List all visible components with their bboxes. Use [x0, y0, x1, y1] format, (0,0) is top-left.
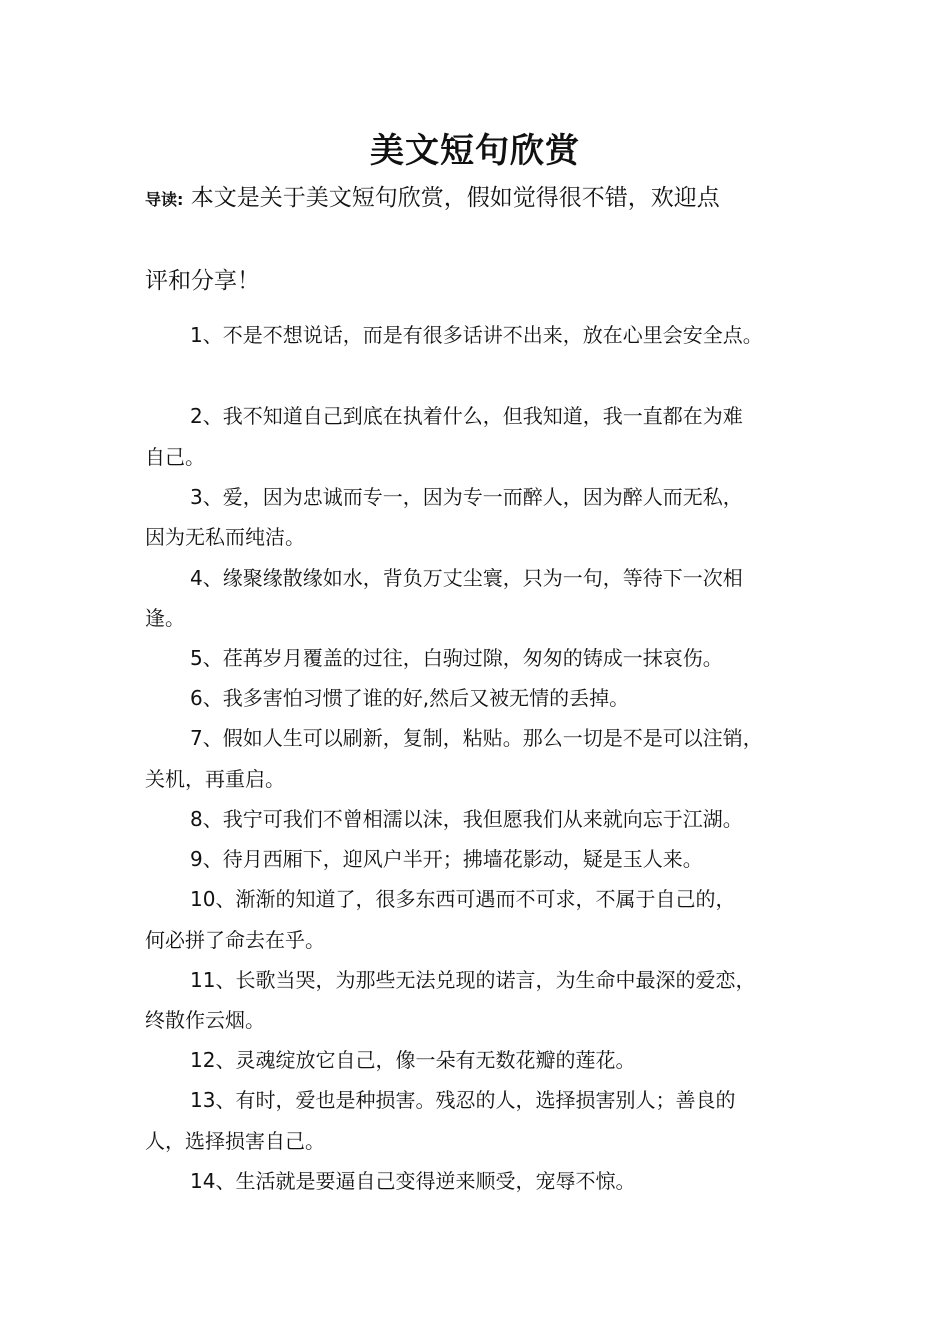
paragraph-line: 终散作云烟。 — [145, 1008, 265, 1032]
paragraph-line: 9、待月西厢下，迎风户半开；拂墙花影动，疑是玉人来。 — [190, 847, 703, 871]
paragraph-line: 关机，再重启。 — [145, 767, 285, 791]
paragraph-line: 10、渐渐的知道了，很多东西可遇而不可求，不属于自己的， — [190, 887, 736, 911]
intro-line-1 — [145, 181, 720, 217]
paragraph-line: 人，选择损害自己。 — [145, 1129, 325, 1153]
paragraph-line: 5、荏苒岁月覆盖的过往，白驹过隙，匆匆的铸成一抹哀伤。 — [190, 646, 723, 670]
paragraph-line: 11、长歌当哭，为那些无法兑现的诺言，为生命中最深的爱恋， — [190, 968, 756, 992]
paragraph-line: 1、不是不想说话，而是有很多话讲不出来，放在心里会安全点。 — [190, 323, 763, 347]
page-title: 美文短句欣赏 — [370, 131, 580, 171]
intro-line-2: 评和分享！ — [145, 268, 260, 294]
paragraph-line: 8、我宁可我们不曾相濡以沫，我但愿我们从来就向忘于江湖。 — [190, 807, 743, 831]
paragraph-line: 4、缘聚缘散缘如水，背负万丈尘寰，只为一句，等待下一次相 — [190, 566, 743, 590]
paragraph-line: 13、有时，爱也是种损害。残忍的人，选择损害别人；善良的 — [190, 1088, 736, 1112]
paragraph-line: 14、生活就是要逼自己变得逆来顺受，宠辱不惊。 — [190, 1169, 636, 1193]
paragraph-line: 自己。 — [145, 445, 205, 469]
intro-text-1: 本文是关于美文短句欣赏，假如觉得很不错，欢迎点 — [190, 185, 720, 211]
paragraph-line: 因为无私而纯洁。 — [145, 525, 305, 549]
paragraph-line: 2、我不知道自己到底在执着什么，但我知道，我一直都在为难 — [190, 404, 743, 428]
paragraph-line: 何必拼了命去在乎。 — [145, 928, 325, 952]
intro-label: 导读: — [145, 190, 184, 209]
paragraph-line: 3、爱，因为忠诚而专一，因为专一而醉人，因为醉人而无私， — [190, 485, 743, 509]
paragraph-line: 6、我多害怕习惯了谁的好,然后又被无情的丢掉。 — [190, 686, 630, 710]
paragraph-line: 逢。 — [145, 606, 185, 630]
paragraph-line: 7、假如人生可以刷新，复制，粘贴。那么一切是不是可以注销， — [190, 726, 763, 750]
paragraph-line: 12、灵魂绽放它自己，像一朵有无数花瓣的莲花。 — [190, 1048, 636, 1072]
